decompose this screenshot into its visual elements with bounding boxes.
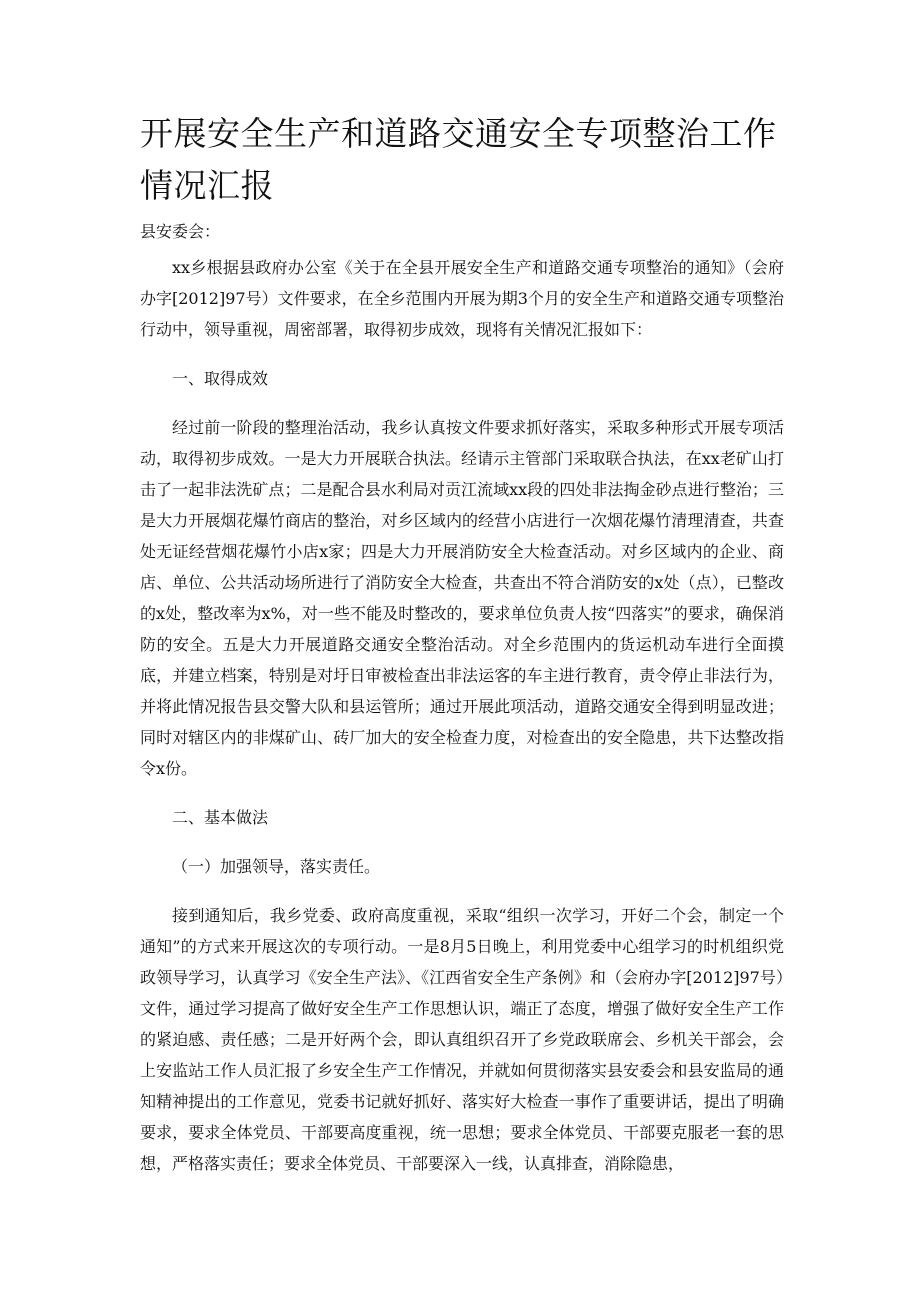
section-heading-results: 一、取得成效	[172, 369, 269, 388]
section-heading-methods: 二、基本做法	[172, 808, 269, 827]
document-title: 开展安全生产和道路交通安全专项整治工作情况汇报	[140, 114, 777, 205]
subsection-heading-leadership: （一）加强领导，落实责任。	[172, 857, 381, 876]
document-page	[140, 108, 784, 1197]
results-paragraph: 经过前一阶段的整理治活动，我乡认真按文件要求抓好落实，采取多种形式开展专项活动，取得初步成效。一是大力开展联合执法。经请示主管部门采取联合执法，在xx老矿山打击了一起非法洗矿点；二是配合县水利局对贡江流域xx段的四处非法掏金砂点进行整治；三是大力开展烟花爆竹商店的整治，对乡区域内的经营小店进行一次烟花爆竹清理清查，共查处无证经营烟花爆竹小店x家；四是大力开展消防安全大检查活动。对乡区域内的企业、商店、单位、公共活动场所进行了消防安全大检查，共查出不符合消防安的x处（点），已整改的x处，整改率为x%，对一些不能及时整改的，要求单位负责人按“四落实”的要求，确保消防的安全。五是大力开展道路交通安全整治活动。对全乡范围内的货运机动车进行全面摸底，并建立档案，特别是对圩日审被检查出非法运客的车主进行教育，责令停止非法行为，并将此情况报告县交警大队和县运管所；通过开展此项活动，道路交通安全得到明显改进；同时对辖区内的非煤矿山、砖厂加大的安全检查力度，对检查出的安全隐患，共下达整改指令x份。	[140, 418, 784, 778]
salutation: 县安委会：	[140, 222, 221, 241]
intro-paragraph: xx乡根据县政府办公室《关于在全县开展安全生产和道路交通专项整治的通知》（会府办字[2012]97号）文件要求，在全乡范围内开展为期3个月的安全生产和道路交通专项整治行动中，领导重视，周密部署，取得初步成效，现将有关情况汇报如下：	[140, 258, 784, 339]
leadership-paragraph: 接到通知后，我乡党委、政府高度重视，采取“组织一次学习，开好二个会，制定一个通知”的方式来开展这次的专项行动。一是8月5日晚上，利用党委中心组学习的时机组织党政领导学习，认真学习《安全生产法》、《江西省安全生产条例》和（会府办字[2012]97号）文件，通过学习提高了做好安全生产工作思想认识，端正了态度，增强了做好安全生产工作的紧迫感、责任感；二是开好两个会，即认真组织召开了乡党政联席会、乡机关干部会，会上安监站工作人员汇报了乡安全生产工作情况，并就如何贯彻落实县安委会和县安监局的通知精神提出的工作意见，党委书记就好抓好、落实好大检查一事作了重要讲话，提出了明确要求，要求全体党员、干部要高度重视，统一思想；要求全体党员、干部要克服老一套的思想，严格落实责任；要求全体党员、干部要深入一线，认真排查，消除隐患，	[140, 906, 784, 1173]
